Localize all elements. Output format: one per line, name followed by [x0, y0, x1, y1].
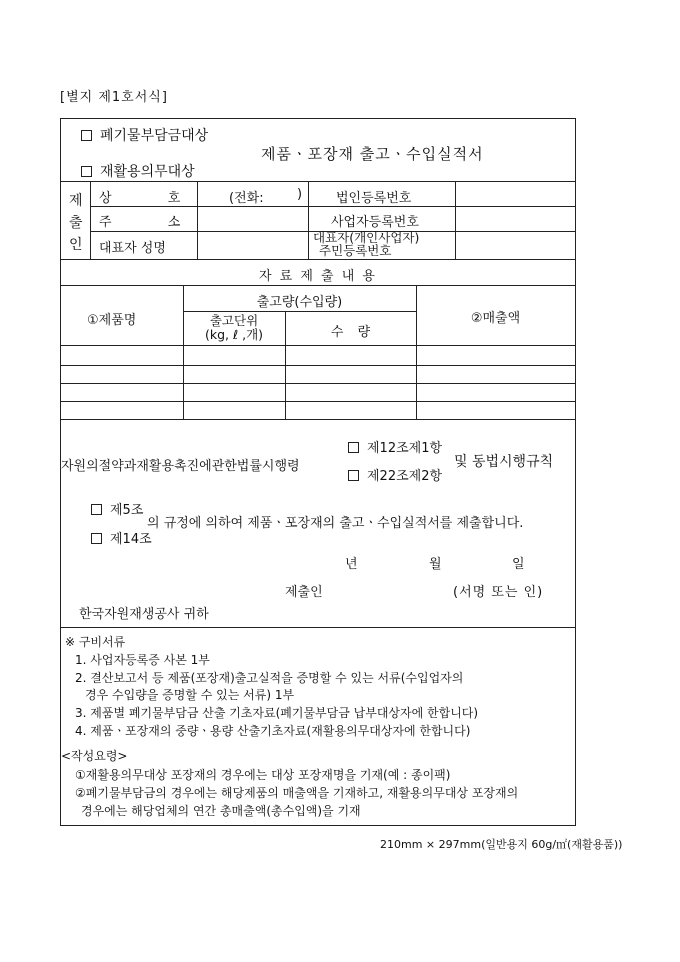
signature-label: (서명 또는 인)	[453, 585, 544, 600]
date-year: 년	[345, 557, 358, 572]
rule-suffix: 및 동법시행규칙	[454, 454, 554, 470]
form-title: 제품ㆍ포장재 출고ㆍ수입실적서	[261, 145, 484, 163]
biz-reg-label: 사업자등록번호	[331, 215, 419, 230]
doc-item: 2. 결산보고서 등 제품(포장재)출고실적을 증명할 수 있는 서류(수입업자의	[75, 671, 464, 685]
phone-label: (전화:	[229, 191, 264, 206]
rule-article-2[interactable]: 제14조	[91, 528, 152, 547]
documents-heading: ※ 구비서류	[65, 635, 126, 649]
col-sales: ②매출액	[470, 311, 521, 326]
article-1[interactable]: 제12조제1항	[348, 437, 442, 456]
address-label: 주 소	[99, 215, 181, 230]
checkbox-icon[interactable]	[348, 470, 359, 481]
rule-article-1[interactable]: 제5조	[91, 499, 143, 518]
checkbox-icon[interactable]	[91, 533, 102, 544]
instruction-item: 경우에는 해당업체의 연간 총매출액(총수입액)을 기재	[81, 804, 361, 818]
checkbox-icon[interactable]	[348, 442, 359, 453]
trade-name-label: 상 호	[99, 191, 181, 206]
option-recycling-duty[interactable]: 재활용의무대상	[81, 161, 195, 181]
instructions-heading: <작성요령>	[61, 749, 128, 763]
addressee: 한국자원재생공사 귀하	[79, 607, 209, 622]
col-product: ①제품명	[87, 313, 137, 328]
doc-item: 3. 제품별 폐기물부담금 산출 기초자료(폐기물부담금 납부대상자에 한합니다)	[75, 706, 479, 720]
statement: 의 규정에 의하여 제품ㆍ포장재의 출고ㆍ수입실적서를 제출합니다.	[147, 516, 524, 531]
col-quantity-group: 출고량(수입량)	[256, 295, 343, 310]
rep-name-label: 대표자 성명	[99, 241, 166, 256]
checkbox-icon[interactable]	[81, 130, 92, 141]
submitter-label: 제출인	[285, 585, 323, 600]
instruction-item: ②폐기물부담금의 경우에는 해당제품의 매출액을 기재하고, 재활용의무대상 포장재의	[75, 786, 519, 800]
option-waste-charge[interactable]: 폐기물부담금대상	[81, 125, 208, 145]
instruction-item: ①재활용의무대상 포장재의 경우에는 대상 포장재명을 기재(예 : 종이팩)	[75, 768, 451, 782]
article-2[interactable]: 제22조제2항	[348, 465, 442, 484]
phone-close: )	[297, 187, 303, 202]
col-unit: 출고단위 (kg, ℓ ,개)	[204, 313, 264, 342]
col-qty: 수 량	[330, 325, 371, 340]
corp-reg-label: 법인등록번호	[336, 191, 412, 206]
law-name: 자원의절약과재활용촉진에관한법률시행령	[61, 459, 300, 474]
form-label: [별지 제1호서식]	[60, 90, 168, 105]
rep-id-label: 대표자(개인사업자) 주민등록번호	[313, 230, 420, 258]
date-month: 월	[429, 557, 442, 572]
section-title: 자 료 제 출 내 용	[258, 269, 377, 284]
paper-size-note: 210mm × 297mm(일반용지 60g/㎡(재활용품))	[380, 838, 623, 851]
date-day: 일	[512, 557, 525, 572]
form-table	[60, 118, 576, 826]
checkbox-icon[interactable]	[91, 504, 102, 515]
submitter-side-label: 제 출 인	[69, 193, 83, 253]
doc-item: 4. 제품ㆍ포장재의 중량ㆍ용량 산출기초자료(재활용의무대상자에 한합니다)	[75, 724, 471, 738]
doc-item: 경우 수입량을 증명할 수 있는 서류) 1부	[85, 688, 295, 702]
doc-item: 1. 사업자등록증 사본 1부	[75, 653, 210, 667]
checkbox-icon[interactable]	[81, 166, 92, 177]
